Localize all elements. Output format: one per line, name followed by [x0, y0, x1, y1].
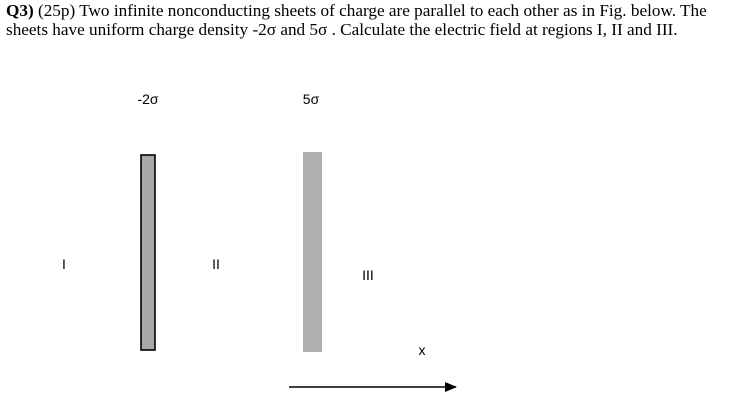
region-3-label: III [362, 267, 374, 283]
question-points: (25p) [37, 1, 76, 20]
sheet-left-negative [141, 155, 155, 350]
region-1-label: I [62, 256, 66, 272]
sheet-right-charge-label: 5σ [302, 91, 320, 107]
question-body: Two infinite nonconducting sheets of charge are parallel to each other as in Fig. below. The sheets have uniform charge density -2σ and 5σ . Calculate the electric field at regions I, II and III. [6, 1, 707, 39]
sheet-right-positive [303, 152, 322, 352]
axis-x-label: x [418, 342, 426, 358]
question-number: Q3) [6, 1, 34, 20]
region-2-label: II [212, 256, 220, 272]
sheet-left-charge-label: -2σ [137, 91, 159, 107]
